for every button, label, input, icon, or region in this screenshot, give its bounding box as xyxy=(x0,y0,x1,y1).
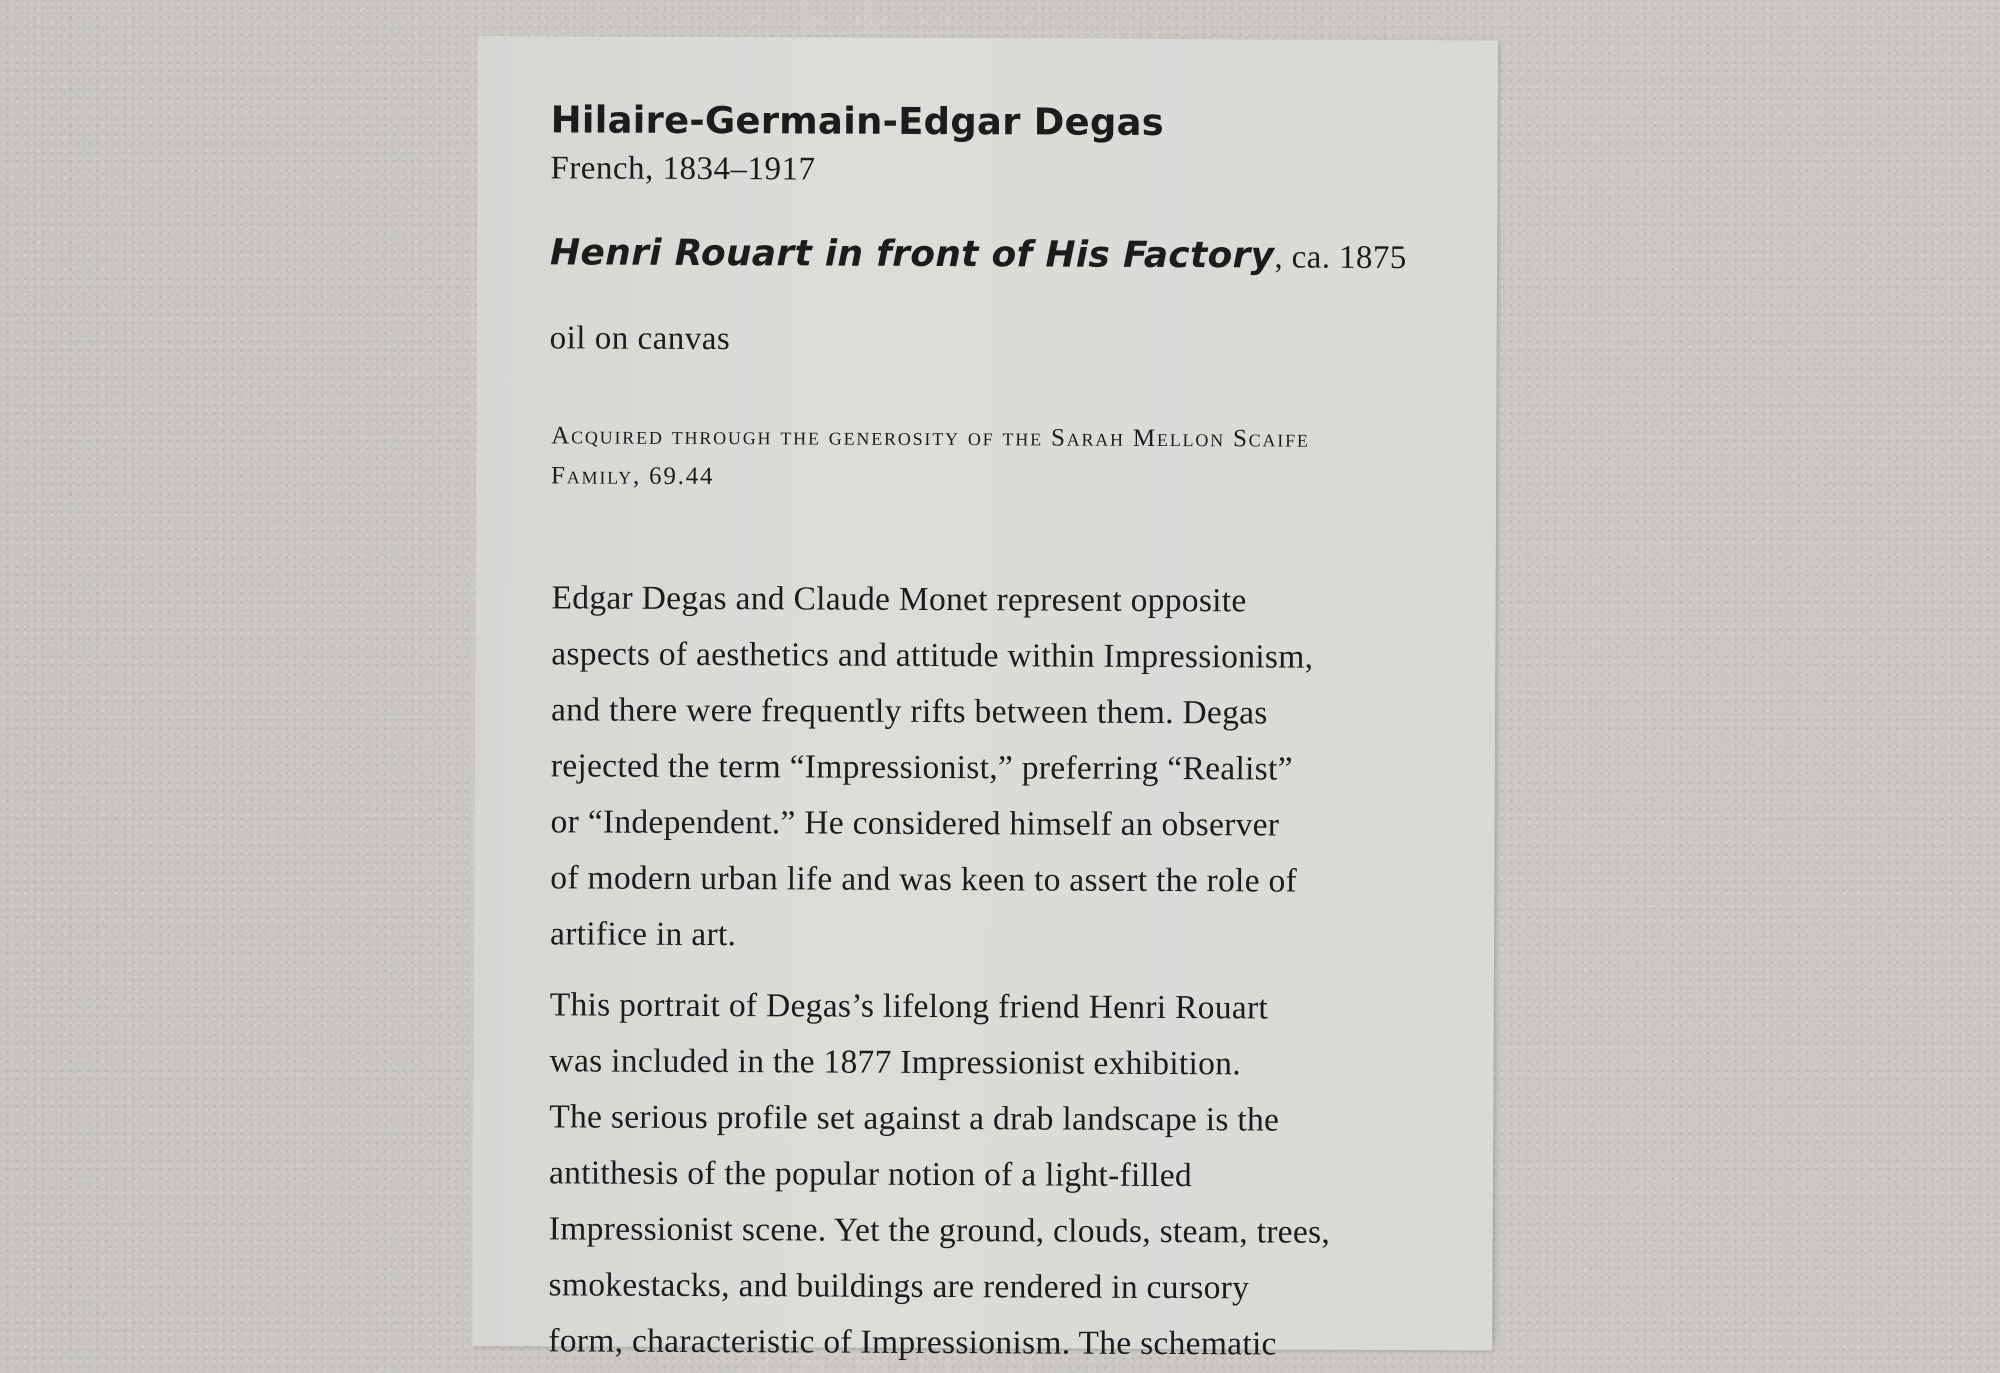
paragraph-line: form, characteristic of Impressionism. The schematic xyxy=(548,1322,1277,1363)
museum-wall-label xyxy=(472,36,1498,1363)
paragraph-line: rejected the term “Impressionist,” preferring “Realist” xyxy=(550,747,1293,788)
credit-line xyxy=(551,416,1431,500)
paragraph-line: antithesis of the popular notion of a light-filled xyxy=(548,1154,1193,1195)
credit-line-text: Acquired through the generosity of the Sarah Mellon Scaife xyxy=(551,422,1310,453)
artwork-medium: oil on canvas xyxy=(549,320,731,358)
paragraph-line: This portrait of Degas’s lifelong friend Henri Rouart xyxy=(549,986,1269,1027)
credit-line-text: Family, 69.44 xyxy=(551,462,715,491)
artwork-date: , ca. 1875 xyxy=(1274,239,1407,277)
description-paragraph-1 xyxy=(550,570,1482,966)
paragraph-line: smokestacks, and buildings are rendered in cursory xyxy=(548,1266,1250,1307)
artwork-title: Henri Rouart in front of His Factory xyxy=(549,232,1275,277)
paragraph-line: Impressionist scene. Yet the ground, clouds, steam, trees, xyxy=(548,1210,1331,1251)
artist-name: Hilaire-Germain-Edgar Degas xyxy=(550,98,1165,144)
artwork-title-line xyxy=(550,232,1407,277)
paragraph-line: and there were frequently rifts between them. Degas xyxy=(550,691,1268,732)
paragraph-line: was included in the 1877 Impressionist exhibition. xyxy=(549,1042,1242,1083)
description-paragraph-2 xyxy=(548,977,1480,1373)
paragraph-line: of modern urban life and was keen to assert the role of xyxy=(550,859,1298,900)
paragraph-line: or “Independent.” He considered himself an observer xyxy=(550,803,1280,844)
artist-nationality-dates: French, 1834–1917 xyxy=(550,150,816,188)
paragraph-line: Edgar Degas and Claude Monet represent opposite xyxy=(551,579,1247,620)
paragraph-line: aspects of aesthetics and attitude within Impressionism, xyxy=(551,635,1314,676)
paragraph-line: artifice in art. xyxy=(550,915,737,954)
paragraph-line: The serious profile set against a drab landscape is the xyxy=(549,1098,1280,1139)
